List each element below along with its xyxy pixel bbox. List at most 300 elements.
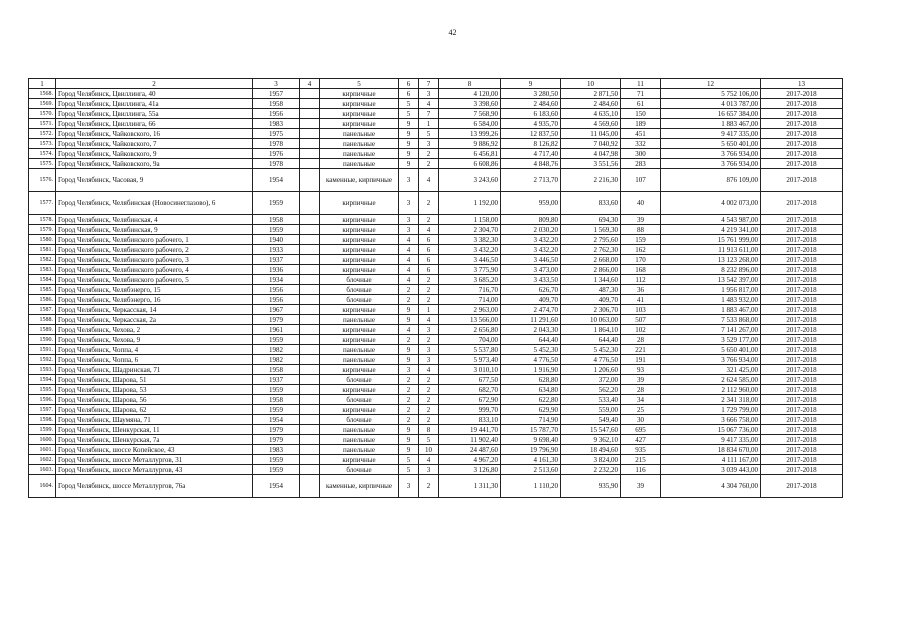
cost-cell: 3 529 177,00 (661, 335, 761, 345)
period-cell: 2017-2018 (761, 385, 843, 395)
row-number: 1571. (29, 119, 56, 129)
row-number: 1572. (29, 129, 56, 139)
floors-cell: 2 (399, 395, 419, 405)
area-cell: 1 110,20 (501, 475, 561, 498)
cost-cell: 4 111 167,00 (661, 455, 761, 465)
column-4-cell (300, 305, 320, 315)
area-cell: 4 935,70 (501, 119, 561, 129)
column-4-cell (300, 109, 320, 119)
column-4-cell (300, 295, 320, 305)
table-row (29, 109, 843, 119)
area-cell: 629,90 (501, 405, 561, 415)
address-cell: Город Челябинск, Челябинская, 9 (56, 225, 253, 235)
column-4-cell (300, 89, 320, 99)
year-cell: 1959 (253, 385, 300, 395)
residents-cell: 39 (621, 475, 661, 498)
area-cell: 19 796,90 (501, 445, 561, 455)
entrances-cell: 6 (419, 255, 439, 265)
table-row (29, 325, 843, 335)
address-cell: Город Челябинск, Чехова, 2 (56, 325, 253, 335)
table-row (29, 395, 843, 405)
residents-cell: 93 (621, 365, 661, 375)
entrances-cell: 4 (419, 225, 439, 235)
column-4-cell (300, 225, 320, 235)
floors-cell: 2 (399, 295, 419, 305)
total-area-cell: 1 192,00 (439, 192, 501, 215)
row-number: 1602. (29, 455, 56, 465)
total-area-cell: 3 126,80 (439, 465, 501, 475)
residents-cell: 61 (621, 99, 661, 109)
floors-cell: 5 (399, 109, 419, 119)
year-cell: 1959 (253, 335, 300, 345)
area-cell: 12 837,50 (501, 129, 561, 139)
floors-cell: 4 (399, 325, 419, 335)
column-4-cell (300, 375, 320, 385)
address-cell: Город Челябинск, Челябэнерго, 15 (56, 285, 253, 295)
table-row (29, 475, 843, 498)
residents-cell: 88 (621, 225, 661, 235)
entrances-cell: 4 (419, 365, 439, 375)
table-row (29, 169, 843, 192)
wall-material-cell: панельные (320, 445, 399, 455)
page-number: 42 (448, 28, 457, 37)
year-cell: 1936 (253, 265, 300, 275)
column-4-cell (300, 255, 320, 265)
residential-area-cell: 3 551,56 (561, 159, 621, 169)
residential-area-cell: 2 762,30 (561, 245, 621, 255)
column-4-cell (300, 345, 320, 355)
wall-material-cell: панельные (320, 159, 399, 169)
residents-cell: 162 (621, 245, 661, 255)
column-header: 6 (399, 79, 419, 89)
column-4-cell (300, 425, 320, 435)
residential-area-cell: 9 362,10 (561, 435, 621, 445)
entrances-cell: 4 (419, 315, 439, 325)
period-cell: 2017-2018 (761, 295, 843, 305)
residents-cell: 28 (621, 335, 661, 345)
row-number: 1582. (29, 255, 56, 265)
column-header: 11 (621, 79, 661, 89)
wall-material-cell: кирпичные (320, 225, 399, 235)
wall-material-cell: каменные, кирпичные (320, 475, 399, 498)
period-cell: 2017-2018 (761, 455, 843, 465)
floors-cell: 3 (399, 169, 419, 192)
year-cell: 1983 (253, 445, 300, 455)
residents-cell: 189 (621, 119, 661, 129)
cost-cell: 1 483 932,00 (661, 295, 761, 305)
wall-material-cell: блочные (320, 465, 399, 475)
table-row (29, 405, 843, 415)
column-4-cell (300, 455, 320, 465)
year-cell: 1961 (253, 325, 300, 335)
total-area-cell: 2 963,00 (439, 305, 501, 315)
residents-cell: 695 (621, 425, 661, 435)
cost-cell: 3 766 934,00 (661, 355, 761, 365)
address-cell: Город Челябинск, Челябинского рабочего, 5 (56, 275, 253, 285)
year-cell: 1956 (253, 295, 300, 305)
address-cell: Город Челябинск, Чайковского, 9а (56, 159, 253, 169)
row-number: 1581. (29, 245, 56, 255)
address-cell: Город Челябинск, шоссе Копейское, 43 (56, 445, 253, 455)
address-cell: Город Челябинск, Шадринская, 71 (56, 365, 253, 375)
column-header: 10 (561, 79, 621, 89)
floors-cell: 9 (399, 119, 419, 129)
column-header: 13 (761, 79, 843, 89)
area-cell: 11 291,60 (501, 315, 561, 325)
residential-area-cell: 4 047,98 (561, 149, 621, 159)
residents-cell: 102 (621, 325, 661, 335)
year-cell: 1959 (253, 192, 300, 215)
wall-material-cell: панельные (320, 425, 399, 435)
address-cell: Город Челябинск, Шарова, 51 (56, 375, 253, 385)
area-cell: 3 446,50 (501, 255, 561, 265)
wall-material-cell: кирпичные (320, 365, 399, 375)
address-cell: Город Челябинск, Цвиллинга, 55а (56, 109, 253, 119)
row-number: 1591. (29, 345, 56, 355)
total-area-cell: 6 608,86 (439, 159, 501, 169)
wall-material-cell: каменные, кирпичные (320, 169, 399, 192)
row-number: 1590. (29, 335, 56, 345)
entrances-cell: 4 (419, 455, 439, 465)
floors-cell: 9 (399, 139, 419, 149)
entrances-cell: 2 (419, 405, 439, 415)
column-header: 1 (29, 79, 56, 89)
total-area-cell: 5 537,80 (439, 345, 501, 355)
residents-cell: 300 (621, 149, 661, 159)
address-cell: Город Челябинск, Челябинского рабочего, 2 (56, 245, 253, 255)
address-cell: Город Челябинск, Шарова, 53 (56, 385, 253, 395)
row-number: 1603. (29, 465, 56, 475)
cost-cell: 321 425,00 (661, 365, 761, 375)
residents-cell: 283 (621, 159, 661, 169)
residents-cell: 170 (621, 255, 661, 265)
column-header: 5 (320, 79, 399, 89)
year-cell: 1979 (253, 435, 300, 445)
floors-cell: 2 (399, 385, 419, 395)
column-4-cell (300, 325, 320, 335)
row-number: 1584. (29, 275, 56, 285)
year-cell: 1958 (253, 365, 300, 375)
table-row (29, 335, 843, 345)
area-cell: 8 126,82 (501, 139, 561, 149)
row-number: 1574. (29, 149, 56, 159)
residential-area-cell: 2 871,50 (561, 89, 621, 99)
year-cell: 1958 (253, 99, 300, 109)
cost-cell: 1 956 817,00 (661, 285, 761, 295)
area-cell: 634,80 (501, 385, 561, 395)
entrances-cell: 4 (419, 99, 439, 109)
period-cell: 2017-2018 (761, 465, 843, 475)
cost-cell: 1 883 467,00 (661, 305, 761, 315)
residential-area-cell: 5 452,30 (561, 345, 621, 355)
table-row (29, 375, 843, 385)
area-cell: 4 161,30 (501, 455, 561, 465)
floors-cell: 9 (399, 149, 419, 159)
address-cell: Город Челябинск, Шарова, 56 (56, 395, 253, 405)
column-4-cell (300, 245, 320, 255)
table-row (29, 435, 843, 445)
entrances-cell: 3 (419, 139, 439, 149)
area-cell: 4 848,76 (501, 159, 561, 169)
floors-cell: 9 (399, 315, 419, 325)
total-area-cell: 3 010,10 (439, 365, 501, 375)
address-cell: Город Челябинск, Челябинская (Новосинеглазово), 6 (56, 192, 253, 215)
floors-cell: 2 (399, 415, 419, 425)
wall-material-cell: кирпичные (320, 89, 399, 99)
residents-cell: 39 (621, 375, 661, 385)
residential-area-cell: 2 795,60 (561, 235, 621, 245)
table-row (29, 159, 843, 169)
residential-area-cell: 2 232,20 (561, 465, 621, 475)
total-area-cell: 19 441,70 (439, 425, 501, 435)
residents-cell: 191 (621, 355, 661, 365)
period-cell: 2017-2018 (761, 265, 843, 275)
cost-cell: 5 650 401,00 (661, 345, 761, 355)
residents-cell: 107 (621, 169, 661, 192)
area-cell: 409,70 (501, 295, 561, 305)
wall-material-cell: блочные (320, 415, 399, 425)
table-row (29, 345, 843, 355)
floors-cell: 9 (399, 159, 419, 169)
area-cell: 2 513,60 (501, 465, 561, 475)
column-4-cell (300, 335, 320, 345)
cost-cell: 4 219 341,00 (661, 225, 761, 235)
period-cell: 2017-2018 (761, 355, 843, 365)
column-4-cell (300, 445, 320, 455)
entrances-cell: 1 (419, 305, 439, 315)
floors-cell: 4 (399, 235, 419, 245)
period-cell: 2017-2018 (761, 305, 843, 315)
total-area-cell: 3 243,60 (439, 169, 501, 192)
address-cell: Город Челябинск, Цвиллинга, 40 (56, 89, 253, 99)
residential-area-cell: 18 494,60 (561, 445, 621, 455)
row-number: 1601. (29, 445, 56, 455)
wall-material-cell: кирпичные (320, 99, 399, 109)
residential-area-cell: 2 484,60 (561, 99, 621, 109)
table-row (29, 275, 843, 285)
cost-cell: 1 883 467,00 (661, 119, 761, 129)
cost-cell: 3 766 934,00 (661, 159, 761, 169)
year-cell: 1954 (253, 169, 300, 192)
cost-cell: 11 913 611,00 (661, 245, 761, 255)
wall-material-cell: кирпичные (320, 335, 399, 345)
area-cell: 3 432,20 (501, 245, 561, 255)
entrances-cell: 5 (419, 435, 439, 445)
floors-cell: 2 (399, 375, 419, 385)
area-cell: 4 776,50 (501, 355, 561, 365)
year-cell: 1979 (253, 315, 300, 325)
year-cell: 1978 (253, 159, 300, 169)
column-header: 7 (419, 79, 439, 89)
residential-area-cell: 1 206,60 (561, 365, 621, 375)
column-4-cell (300, 385, 320, 395)
period-cell: 2017-2018 (761, 325, 843, 335)
residents-cell: 451 (621, 129, 661, 139)
row-number: 1576. (29, 169, 56, 192)
year-cell: 1982 (253, 345, 300, 355)
table-row (29, 225, 843, 235)
residents-cell: 71 (621, 89, 661, 99)
address-cell: Город Челябинск, Чайковского, 16 (56, 129, 253, 139)
entrances-cell: 3 (419, 355, 439, 365)
residential-area-cell: 3 824,00 (561, 455, 621, 465)
row-number: 1579. (29, 225, 56, 235)
wall-material-cell: блочные (320, 275, 399, 285)
total-area-cell: 1 311,30 (439, 475, 501, 498)
area-cell: 2 474,70 (501, 305, 561, 315)
residential-area-cell: 833,60 (561, 192, 621, 215)
total-area-cell: 677,50 (439, 375, 501, 385)
table-row (29, 129, 843, 139)
cost-cell: 9 417 335,00 (661, 435, 761, 445)
row-number: 1594. (29, 375, 56, 385)
total-area-cell: 716,70 (439, 285, 501, 295)
entrances-cell: 1 (419, 119, 439, 129)
floors-cell: 3 (399, 192, 419, 215)
entrances-cell: 6 (419, 245, 439, 255)
residential-area-cell: 1 864,10 (561, 325, 621, 335)
period-cell: 2017-2018 (761, 335, 843, 345)
table-row (29, 99, 843, 109)
table-row (29, 295, 843, 305)
row-number: 1586. (29, 295, 56, 305)
residential-area-cell: 372,00 (561, 375, 621, 385)
year-cell: 1937 (253, 375, 300, 385)
wall-material-cell: кирпичные (320, 385, 399, 395)
entrances-cell: 2 (419, 285, 439, 295)
entrances-cell: 3 (419, 89, 439, 99)
floors-cell: 4 (399, 245, 419, 255)
area-cell: 3 473,00 (501, 265, 561, 275)
address-cell: Город Челябинск, Шаумяна, 71 (56, 415, 253, 425)
floors-cell: 4 (399, 265, 419, 275)
period-cell: 2017-2018 (761, 235, 843, 245)
table-row (29, 415, 843, 425)
address-cell: Город Челябинск, Челябэнерго, 16 (56, 295, 253, 305)
area-cell: 714,90 (501, 415, 561, 425)
floors-cell: 6 (399, 89, 419, 99)
year-cell: 1976 (253, 149, 300, 159)
area-cell: 622,80 (501, 395, 561, 405)
wall-material-cell: кирпичные (320, 255, 399, 265)
residential-area-cell: 2 216,30 (561, 169, 621, 192)
year-cell: 1978 (253, 139, 300, 149)
period-cell: 2017-2018 (761, 109, 843, 119)
wall-material-cell: кирпичные (320, 455, 399, 465)
column-4-cell (300, 192, 320, 215)
period-cell: 2017-2018 (761, 475, 843, 498)
residents-cell: 427 (621, 435, 661, 445)
period-cell: 2017-2018 (761, 129, 843, 139)
total-area-cell: 2 304,70 (439, 225, 501, 235)
table-row (29, 255, 843, 265)
column-header: 9 (501, 79, 561, 89)
residents-cell: 30 (621, 415, 661, 425)
wall-material-cell: панельные (320, 149, 399, 159)
year-cell: 1958 (253, 215, 300, 225)
residential-area-cell: 1 569,30 (561, 225, 621, 235)
row-number: 1592. (29, 355, 56, 365)
total-area-cell: 3 446,50 (439, 255, 501, 265)
residents-cell: 39 (621, 215, 661, 225)
column-4-cell (300, 475, 320, 498)
entrances-cell: 8 (419, 425, 439, 435)
column-4-cell (300, 265, 320, 275)
entrances-cell: 2 (419, 215, 439, 225)
address-cell: Город Челябинск, шоссе Металлургов, 76а (56, 475, 253, 498)
wall-material-cell: блочные (320, 285, 399, 295)
period-cell: 2017-2018 (761, 149, 843, 159)
cost-cell: 3 766 934,00 (661, 149, 761, 159)
year-cell: 1979 (253, 425, 300, 435)
area-cell: 2 713,70 (501, 169, 561, 192)
row-number: 1569. (29, 99, 56, 109)
period-cell: 2017-2018 (761, 119, 843, 129)
period-cell: 2017-2018 (761, 285, 843, 295)
cost-cell: 15 067 736,00 (661, 425, 761, 435)
address-cell: Город Челябинск, Часовая, 9 (56, 169, 253, 192)
cost-cell: 2 624 585,00 (661, 375, 761, 385)
address-cell: Город Челябинск, Чехова, 9 (56, 335, 253, 345)
cost-cell: 8 232 896,00 (661, 265, 761, 275)
floors-cell: 2 (399, 285, 419, 295)
area-cell: 3 433,50 (501, 275, 561, 285)
period-cell: 2017-2018 (761, 395, 843, 405)
total-area-cell: 11 902,40 (439, 435, 501, 445)
row-number: 1587. (29, 305, 56, 315)
total-area-cell: 3 382,30 (439, 235, 501, 245)
residents-cell: 112 (621, 275, 661, 285)
address-cell: Город Челябинск, шоссе Металлургов, 43 (56, 465, 253, 475)
floors-cell: 3 (399, 365, 419, 375)
period-cell: 2017-2018 (761, 275, 843, 285)
column-4-cell (300, 435, 320, 445)
wall-material-cell: кирпичные (320, 215, 399, 225)
row-number: 1589. (29, 325, 56, 335)
area-cell: 9 698,40 (501, 435, 561, 445)
area-cell: 4 717,40 (501, 149, 561, 159)
area-cell: 15 787,70 (501, 425, 561, 435)
row-number: 1600. (29, 435, 56, 445)
floors-cell: 3 (399, 215, 419, 225)
wall-material-cell: кирпичные (320, 119, 399, 129)
table-row (29, 265, 843, 275)
residents-cell: 159 (621, 235, 661, 245)
residents-cell: 40 (621, 192, 661, 215)
year-cell: 1954 (253, 415, 300, 425)
column-4-cell (300, 405, 320, 415)
residents-cell: 34 (621, 395, 661, 405)
row-number: 1597. (29, 405, 56, 415)
entrances-cell: 6 (419, 235, 439, 245)
floors-cell: 9 (399, 425, 419, 435)
address-cell: Город Челябинск, Чоппа, 6 (56, 355, 253, 365)
column-4-cell (300, 365, 320, 375)
floors-cell: 5 (399, 455, 419, 465)
table-row (29, 465, 843, 475)
table-row (29, 139, 843, 149)
residents-cell: 332 (621, 139, 661, 149)
residential-area-cell: 694,30 (561, 215, 621, 225)
floors-cell: 9 (399, 129, 419, 139)
total-area-cell: 13 566,00 (439, 315, 501, 325)
address-cell: Город Челябинск, Шарова, 62 (56, 405, 253, 415)
residential-area-cell: 935,90 (561, 475, 621, 498)
column-header: 12 (661, 79, 761, 89)
wall-material-cell: панельные (320, 315, 399, 325)
period-cell: 2017-2018 (761, 435, 843, 445)
table-row (29, 445, 843, 455)
